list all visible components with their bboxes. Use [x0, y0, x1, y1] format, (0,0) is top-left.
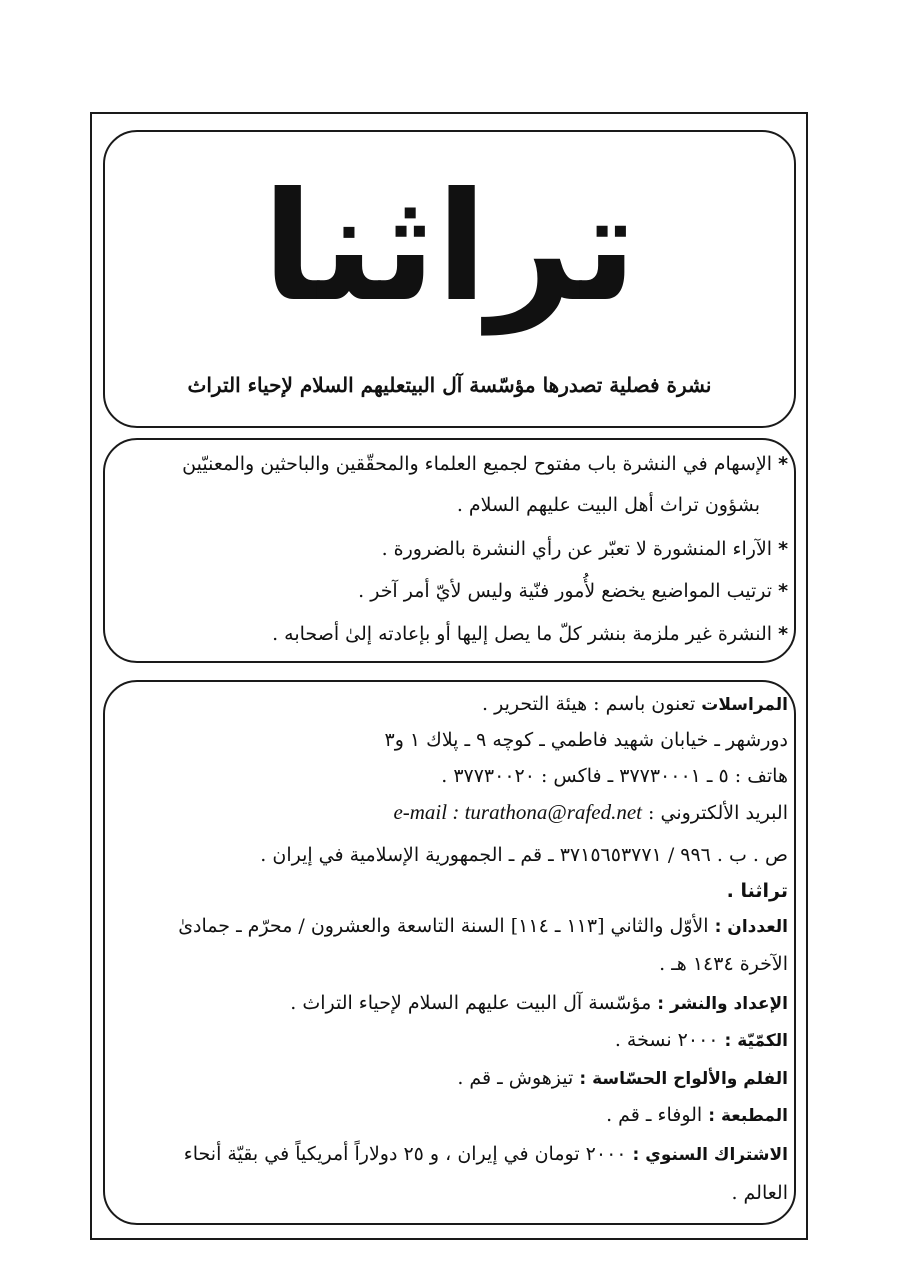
bullet-star: *	[778, 580, 788, 602]
film-line: الفلم والألواح الحسّاسة : تيزهوش ـ قم .	[457, 1067, 788, 1089]
issue-label: العددان :	[714, 917, 788, 937]
prep-line: الإعداد والنشر : مؤسّسة آل البيت عليهم السلام لإحياء التراث .	[290, 992, 788, 1014]
email-address: e-mail : turathona@rafed.net	[393, 800, 642, 824]
journal-subtitle: نشرة فصلية تصدرها مؤسّسة آل البيتعليهم السلام لإحياء التراث	[187, 373, 712, 397]
email-label: البريد الألكتروني :	[648, 802, 788, 824]
subscription-label: الاشتراك السنوي :	[632, 1145, 788, 1165]
notice-item: *النشرة غير ملزمة بنشر كلّ ما يصل إليها أو بإعادته إلىٰ أصحابه .	[272, 623, 788, 645]
journal-title: تراثنا	[262, 161, 637, 335]
phone-line: هاتف : ٥ ـ ٣٧٧٣٠٠٠١ ـ فاكس : ٣٧٧٣٠٠٢٠ .	[441, 765, 788, 787]
notice-item: *الآراء المنشورة لا تعبّر عن رأي النشرة بالضرورة .	[381, 538, 788, 560]
subscription-line: الاشتراك السنوي : ٢٠٠٠ تومان في إيران ، و ٢٥ دولاراً أمريكياً في بقيّة أنحاء	[183, 1143, 788, 1165]
quantity-label: الكمّيّة :	[724, 1031, 788, 1051]
notice-item-continued: بشؤون تراث أهل البيت عليهم السلام .	[456, 494, 760, 516]
film-label: الفلم والألواح الحسّاسة :	[579, 1069, 788, 1089]
email-line	[393, 797, 788, 828]
address-line: دورشهر ـ خيابان شهيد فاطمي ـ كوچه ٩ ـ پلاك ١ و٣	[384, 729, 788, 751]
bullet-star: *	[778, 623, 788, 645]
subscription-line-continued: العالم .	[731, 1182, 788, 1204]
press-line: المطبعة : الوفاء ـ قم .	[606, 1104, 788, 1126]
notice-item: *ترتيب المواضيع يخضع لأُمور فنّية وليس لأيّ أمر آخر .	[358, 580, 788, 602]
correspondence-label: المراسلات	[701, 695, 788, 715]
correspondence-line: المراسلات تعنون باسم : هيئة التحرير .	[482, 693, 788, 715]
quantity-line: الكمّيّة : ٢٠٠٠ نسخة .	[614, 1029, 788, 1051]
press-label: المطبعة :	[708, 1106, 788, 1126]
publication-name: تراثنا .	[726, 880, 788, 902]
bullet-star: *	[778, 538, 788, 560]
notice-item: *الإسهام في النشرة باب مفتوح لجميع العلماء والمحقّقين والباحثين والمعنيّين	[182, 453, 788, 475]
prep-label: الإعداد والنشر :	[657, 994, 788, 1014]
bullet-star: *	[778, 453, 788, 475]
issue-line-continued: الآخرة ١٤٣٤ هـ .	[659, 953, 788, 975]
issue-line: العددان : الأوّل والثاني [١١٣ ـ ١١٤] السنة التاسعة والعشرون / محرّم ـ جمادىٰ	[178, 915, 788, 937]
pobox-line: ص . ب . ٩٩٦ / ٣٧١٥٦٥٣٧٧١ ـ قم ـ الجمهورية الإسلامية في إيران .	[260, 844, 788, 866]
